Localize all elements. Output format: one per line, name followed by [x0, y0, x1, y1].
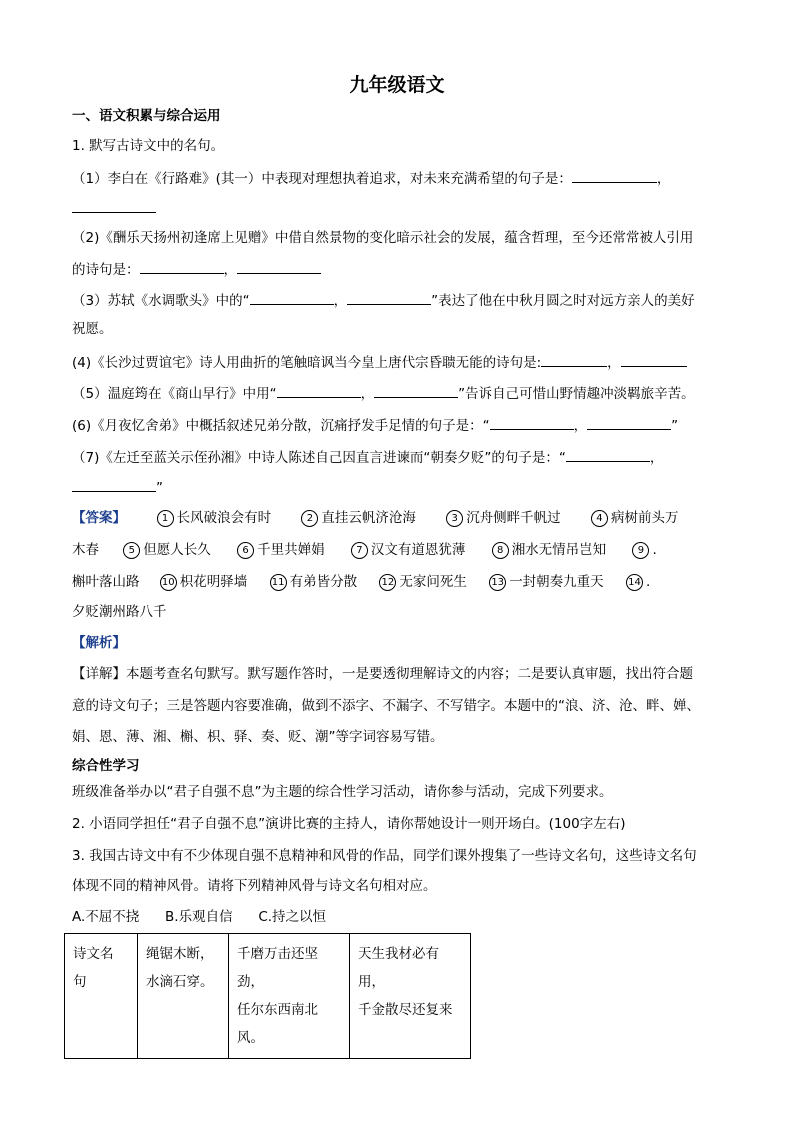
section-heading-2: 综合性学习	[72, 758, 140, 774]
q1-item-3	[72, 290, 695, 310]
answer-text: 汉文有道恩犹薄	[370, 542, 466, 558]
table-cell	[229, 934, 350, 1059]
q1-item-3-text-end: ”表达了他在中秋月圆之时对远方亲人的美好	[431, 293, 695, 309]
answer-item	[301, 509, 416, 527]
q1-item-1-text: （1）李白在《行路难》(其一）中表现对理想执着追求，对未来充满希望的句子是：	[72, 171, 572, 187]
answer-blank	[374, 383, 458, 398]
answer-text: 千里共婵娟	[257, 542, 325, 558]
answer-number: 3	[446, 510, 463, 527]
answer-text: 直挂云帆济沧海	[321, 510, 416, 526]
intro-text: 班级准备举办以“君子自强不息”为主题的综合性学习活动，请你参与活动，完成下列要求。	[72, 784, 613, 800]
answer-number: 13	[489, 574, 506, 591]
answer-number: 8	[492, 542, 509, 559]
question-3: 3. 我国古诗文中有不少体现自强不息精神和风骨的作品，同学们课外搜集了一些诗文名句，这些诗文名句	[72, 848, 697, 864]
q1-item-1-cont	[72, 198, 156, 218]
comma: ，	[360, 386, 375, 402]
answer-number: 12	[379, 574, 396, 591]
answer-label: 【答案】	[72, 510, 126, 526]
close-quote: ”	[671, 418, 679, 434]
poem-line: 任尔东西南北风。	[237, 1002, 318, 1046]
answer-item	[237, 541, 325, 559]
table-cell	[350, 934, 471, 1059]
q1-item-4-text: (4)《长沙过贾谊宅》诗人用曲折的笔触暗讽当今皇上唐代宗昏聩无能的诗句是:	[72, 355, 542, 371]
answer-number: 11	[270, 574, 287, 591]
q1-item-5	[72, 383, 695, 403]
answer-line-1	[72, 509, 678, 527]
answer-text: .	[652, 542, 657, 558]
answer-text: 湘水无情吊岂知	[511, 542, 607, 558]
answer-text: 一封朝奏九重天	[509, 574, 604, 590]
answer-line-4	[72, 603, 167, 621]
q1-item-6-text: (6)《月夜忆舍弟》中概括叙述兄弟分散，沉痛抒发手足情的句子是：“	[72, 418, 490, 434]
answer-number: 7	[351, 542, 368, 559]
answer-text: 夕贬潮州路八千	[72, 604, 167, 620]
comma: ，	[333, 293, 348, 309]
answer-item	[591, 509, 679, 527]
answer-number: 1	[157, 510, 174, 527]
q1-item-7-cont	[72, 477, 163, 497]
q1-item-3-cont: 祝愿。	[72, 321, 113, 337]
poem-line: 千金散尽还复来	[358, 1002, 453, 1018]
answer-number: 4	[591, 510, 608, 527]
analysis-line-2: 意的诗文句子；三是答题内容要准确，做到不添字、不漏字、不写错字。本题中的“浪、济、沧、畔、婵、	[72, 698, 700, 714]
poem-line: 绳锯木断，	[146, 946, 214, 962]
poem-table	[64, 933, 471, 1059]
answer-blank	[541, 352, 607, 367]
q1-item-2-text: 的诗句是：	[72, 262, 140, 278]
answer-blank	[347, 290, 431, 305]
poem-line: 水滴石穿。	[146, 974, 214, 990]
answer-blank	[572, 168, 657, 183]
analysis-label: 【解析】	[72, 635, 126, 651]
answer-blank	[490, 415, 574, 430]
answer-blank	[72, 198, 156, 213]
answer-number: 2	[301, 510, 318, 527]
section-heading-1: 一、语文积累与综合运用	[72, 108, 221, 124]
question-2: 2. 小语同学担任“君子自强不息”演讲比赛的主持人，请你帮她设计一则开场白。(100字左右)	[72, 816, 626, 832]
answer-blank	[250, 290, 334, 305]
analysis-line-3: 娟、恩、薄、湘、槲、枳、驿、奏、贬、潮”等字词容易写错。	[72, 729, 444, 745]
answer-item	[489, 573, 604, 591]
comma: ，	[649, 450, 664, 466]
comma: ，	[223, 262, 237, 278]
answer-number: 5	[123, 542, 140, 559]
answer-item	[492, 541, 607, 559]
q1-item-5-text-end: ”告诉自己可惜山野情趣冲淡羁旅辛苦。	[458, 386, 695, 402]
answer-item	[626, 573, 650, 591]
table-header-cell	[65, 934, 138, 1059]
options-line: A.不屈不挠 B.乐观自信 C.持之以恒	[72, 909, 327, 925]
answer-text: 木春	[72, 542, 99, 558]
answer-item	[446, 509, 561, 527]
header-text: 句	[73, 974, 87, 990]
answer-text: .	[645, 574, 651, 590]
answer-blank	[140, 259, 224, 274]
answer-item	[632, 541, 656, 559]
table-cell	[138, 934, 229, 1059]
q1-item-6	[72, 415, 678, 435]
answer-blank	[72, 477, 156, 492]
page-title: 九年级语文	[349, 74, 445, 96]
comma: ，	[607, 355, 621, 371]
answer-number: 14	[626, 574, 643, 591]
answer-line-2	[72, 541, 657, 559]
answer-line-3	[72, 573, 650, 591]
answer-item	[157, 509, 272, 527]
q1-item-1	[72, 168, 670, 188]
table-row	[65, 934, 471, 1059]
analysis-line-1: 【详解】本题考查名句默写。默写题作答时，一是要透彻理解诗文的内容；二是要认真审题，找出符合题	[72, 666, 693, 682]
q1-item-7-text: （7)《左迁至蓝关示侄孙湘》中诗人陈述自己因直言进谏而“朝奏夕贬”的句子是：“	[72, 450, 566, 466]
answer-number: 6	[237, 542, 254, 559]
q1-item-7	[72, 447, 663, 467]
answer-text: 长风破浪会有时	[176, 510, 272, 526]
answer-text: 病树前头万	[610, 510, 679, 526]
q1-item-3-text: （3）苏轼《水调歌头》中的“	[72, 293, 250, 309]
answer-blank	[277, 383, 361, 398]
close-quote: ”	[156, 480, 163, 496]
answer-item	[351, 541, 466, 559]
answer-blank	[621, 352, 687, 367]
answer-item	[160, 573, 248, 591]
q1-item-5-text: （5）温庭筠在《商山早行》中用“	[72, 386, 277, 402]
header-text: 诗文名	[73, 946, 114, 962]
answer-item	[379, 573, 467, 591]
answer-number: 9	[632, 542, 649, 559]
answer-text: 枳花明驿墙	[179, 574, 248, 590]
answer-item	[123, 541, 211, 559]
q1-item-4	[72, 352, 687, 372]
answer-text: 有弟皆分散	[289, 574, 358, 590]
comma: ，	[656, 171, 671, 187]
answer-blank	[237, 259, 321, 274]
q1-stem: 1. 默写古诗文中的名句。	[72, 138, 225, 154]
answer-item	[270, 573, 358, 591]
answer-number: 10	[160, 574, 177, 591]
q1-item-2-cont	[72, 259, 321, 279]
answer-text: 槲叶落山路	[72, 574, 140, 590]
answer-blank	[566, 447, 650, 462]
answer-text: 但愿人长久	[143, 542, 211, 558]
poem-line: 天生我材必有用，	[358, 946, 439, 990]
answer-blank	[587, 415, 671, 430]
answer-text: 无家问死生	[399, 574, 467, 590]
comma: ，	[573, 418, 588, 434]
poem-line: 千磨万击还坚劲，	[237, 946, 318, 990]
answer-text: 沉舟侧畔千帆过	[466, 510, 561, 526]
question-3-cont: 体现不同的精神风骨。请将下列精神风骨与诗文名句相对应。	[72, 878, 437, 894]
q1-item-2: （2)《酬乐天扬州初逢席上见赠》中借自然景物的变化暗示社会的发展，蕴含哲理，至今还常常被人引用	[72, 230, 694, 246]
